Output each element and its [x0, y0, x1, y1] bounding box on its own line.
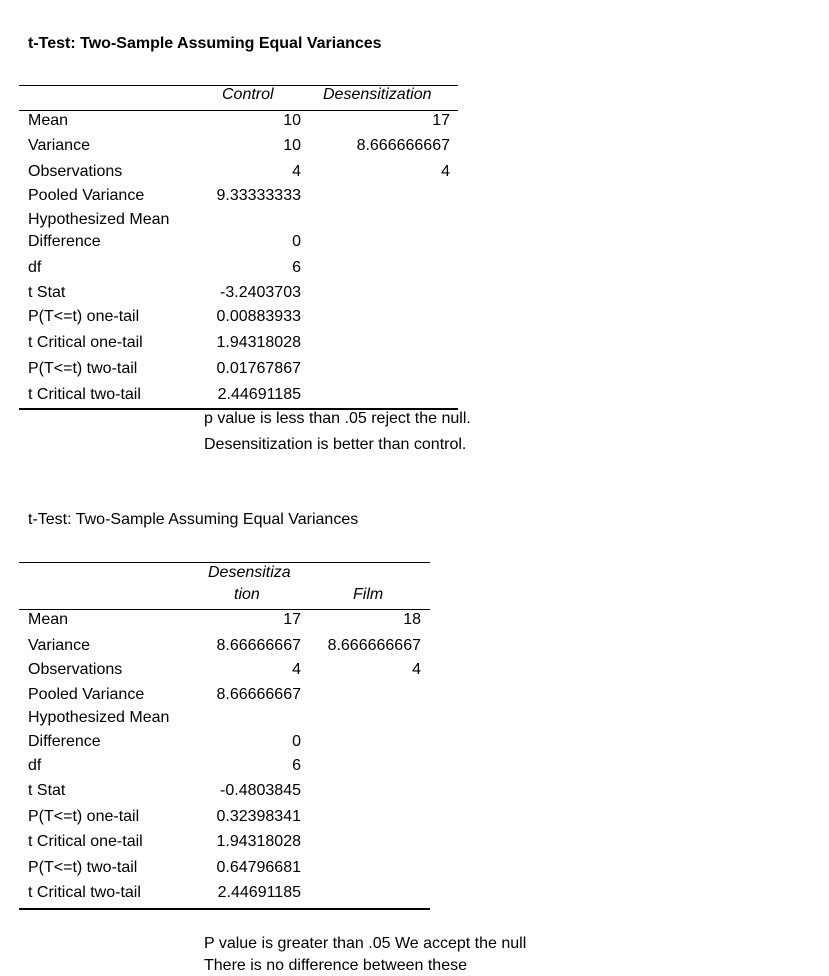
table1-value-control: -3.2403703 [220, 284, 301, 301]
table2-value-desensitization: 8.66666667 [216, 637, 301, 654]
table2-row-label: Variance [28, 637, 90, 654]
table1-row-label: t Critical one-tail [28, 334, 143, 351]
table1-value-control: 0 [292, 233, 301, 250]
table2-value-desensitization: 2.44691185 [217, 884, 301, 901]
table2-row-label: t Stat [28, 782, 66, 799]
table1-value-control: 4 [292, 163, 301, 180]
table2-value-film: 4 [412, 661, 421, 678]
table1-value-desensitization: 8.666666667 [356, 137, 450, 154]
table1-value-control: 1.94318028 [216, 334, 301, 351]
table1-row-label: t Critical two-tail [28, 386, 141, 403]
table2-value-desensitization: 1.94318028 [216, 833, 301, 850]
table2-row-label: df [28, 757, 42, 774]
table1-row-label: Mean [28, 112, 69, 129]
table2-row-label: P(T<=t) one-tail [28, 808, 140, 825]
table2-header-film: Film [353, 586, 384, 603]
table2-row-label: Difference [28, 733, 101, 750]
table2-header-desensitization-line2: tion [234, 586, 260, 603]
table2-row-label: Mean [28, 611, 69, 628]
table2-value-film: 18 [403, 611, 421, 628]
table1-row-label: Pooled Variance [28, 187, 145, 204]
table1-row-label: Observations [28, 163, 123, 180]
table2-value-film: 8.666666667 [327, 637, 421, 654]
table2-note-line1: P value is greater than .05 We accept the null [204, 935, 527, 952]
table1-header-control: Control [222, 86, 274, 103]
table1-value-control: 6 [292, 259, 301, 276]
table2-value-desensitization: 0.32398341 [216, 808, 301, 825]
table2-note-line2: There is no difference between these [204, 957, 467, 974]
table1-value-control: 0.00883933 [216, 308, 301, 325]
table2-row-label: Pooled Variance [28, 686, 145, 703]
table2-row-label: Observations [28, 661, 123, 678]
table2-value-desensitization: -0.4803845 [220, 782, 301, 799]
table1-row-label: Difference [28, 233, 101, 250]
table2-value-desensitization: 6 [292, 757, 301, 774]
table1-value-control: 9.33333333 [216, 187, 301, 204]
table2-value-desensitization: 8.66666667 [216, 686, 301, 703]
table1-row-label: P(T<=t) two-tail [28, 360, 138, 377]
table2-value-desensitization: 0 [292, 733, 301, 750]
table2-row-label: P(T<=t) two-tail [28, 859, 138, 876]
table2-row-label: t Critical one-tail [28, 833, 143, 850]
table1-note-line1: p value is less than .05 reject the null. [204, 410, 471, 427]
table2-value-desensitization: 4 [292, 661, 301, 678]
table1-value-control: 10 [283, 112, 301, 129]
table2-value-desensitization: 17 [283, 611, 301, 628]
table1-row-label: Hypothesized Mean [28, 211, 170, 228]
table1-note-line2: Desensitization is better than control. [204, 436, 467, 453]
table1-value-desensitization: 4 [441, 163, 450, 180]
table2-row-label: Hypothesized Mean [28, 709, 170, 726]
table1-row-label: Variance [28, 137, 90, 154]
table2-row-label: t Critical two-tail [28, 884, 141, 901]
table1-header-desensitization: Desensitization [323, 86, 432, 103]
table1-value-control: 2.44691185 [217, 386, 301, 403]
table1-value-control: 10 [283, 137, 301, 154]
table1-row-label: df [28, 259, 42, 276]
table2-title: t-Test: Two-Sample Assuming Equal Variances [28, 511, 359, 528]
table1-row-label: t Stat [28, 284, 66, 301]
table1-row-label: P(T<=t) one-tail [28, 308, 140, 325]
table2-header-desensitization-line1: Desensitiza [208, 564, 291, 581]
table1-title: t-Test: Two-Sample Assuming Equal Variances [28, 35, 382, 52]
table1-value-control: 0.01767867 [216, 360, 301, 377]
table2-bottom-rule [19, 908, 430, 910]
table2-value-desensitization: 0.64796681 [216, 859, 301, 876]
table1-value-desensitization: 17 [432, 112, 450, 129]
